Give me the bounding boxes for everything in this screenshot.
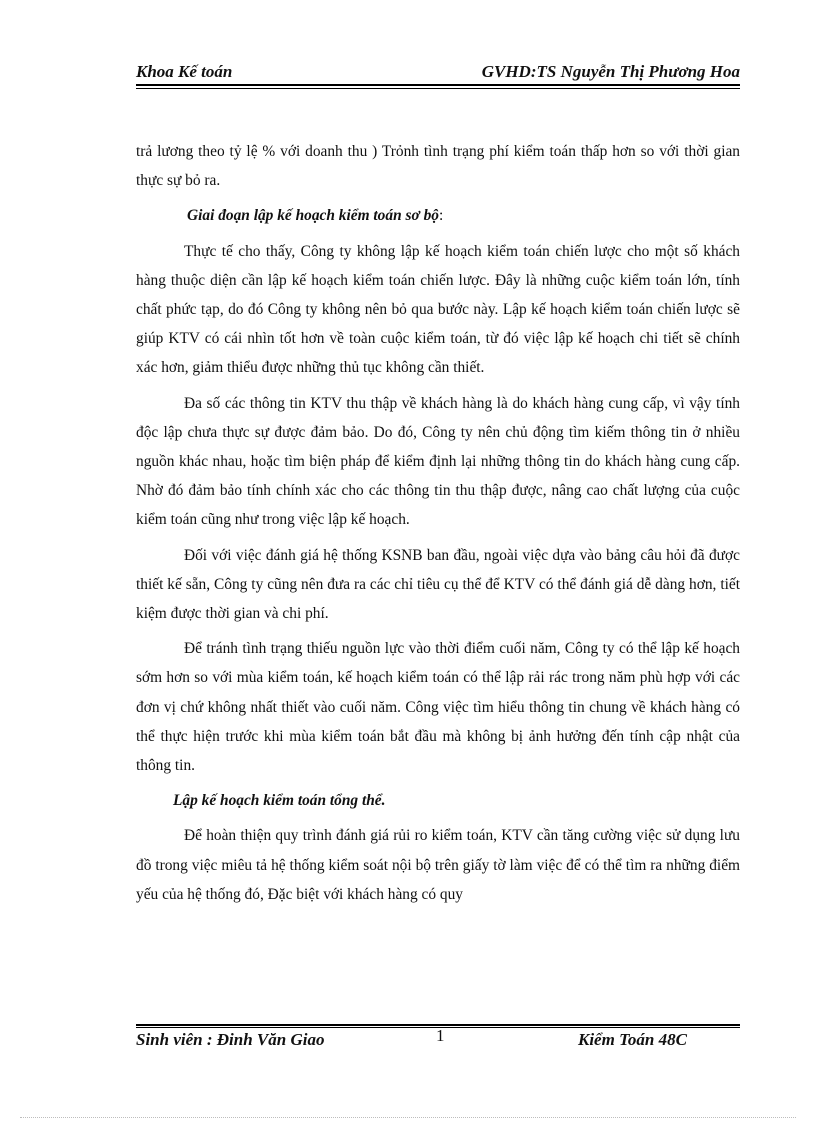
paragraph: Đa số các thông tin KTV thu thập về khách hàng là do khách hàng cung cấp, vì vậy tính độc lập chưa thực sự được đảm bảo. Do đó, Công ty nên chủ động tìm kiếm thông tin ở nhiều nguồn khác nhau, hoặc tìm biện pháp để kiểm định lại những thông tin do khách hàng cung cấp. Nhờ đó đảm bảo tính chính xác cho các thông tin thu thập được, nâng cao chất lượng của cuộc kiểm toán cũng như trong việc lập kế hoạch. (136, 394, 740, 529)
header-supervisor: GVHD:TS Nguyễn Thị Phương Hoa (481, 62, 740, 81)
page-header (136, 58, 740, 82)
paragraph: Thực tế cho thấy, Công ty không lập kế hoạch kiểm toán chiến lược cho một số khách hàng thuộc diện cần lập kế hoạch kiểm toán chiến lược. Đây là những cuộc kiểm toán lớn, tính chất phức tạp, do đó Công ty không nên bỏ qua bước này. Lập kế hoạch kiểm toán chiến lược sẽ giúp KTV có cái nhìn tốt hơn về toàn cuộc kiểm toán, từ đó việc lập kế hoạch chi tiết sẽ chính xác hơn, giảm thiểu được những thủ tục không cần thiết. (136, 242, 740, 377)
header-rule-thin (136, 88, 740, 89)
heading-colon: : (438, 207, 444, 225)
heading-text: Giai đoạn lập kế hoạch kiểm toán sơ bộ (187, 207, 439, 225)
page-number: 1 (436, 1026, 445, 1045)
footer-student: Sinh viên : Đinh Văn Giao (136, 1030, 325, 1049)
paragraph: Đối với việc đánh giá hệ thống KSNB ban đầu, ngoài việc dựa vào bảng câu hỏi đã được thiết kế sẵn, Công ty cũng nên đưa ra các chỉ tiêu cụ thể để KTV có thể đánh giá dễ dàng hơn, tiết kiệm được thời gian và chi phí. (136, 546, 740, 623)
section-heading-overall-planning: Lập kế hoạch kiểm toán tổng thể. (173, 792, 386, 810)
paragraph: Để tránh tình trạng thiếu nguồn lực vào thời điểm cuối năm, Công ty có thể lập kế hoạch sớm hơn so với mùa kiểm toán, kế hoạch kiểm toán có thể lập rải rác trong năm phù hợp với các đơn vị chứ không nhất thiết vào cuối năm. Công việc tìm hiểu thông tin chung về khách hàng có thể thực hiện trước khi mùa kiểm toán bắt đầu mà không bị ảnh hưởng đến tính cập nhật của thông tin. (136, 640, 740, 775)
header-rule (136, 84, 740, 86)
page-bottom-border (20, 1117, 796, 1118)
document-body (136, 137, 740, 915)
paragraph: Để hoàn thiện quy trình đánh giá rủi ro kiểm toán, KTV cần tăng cường việc sử dụng lưu đồ trong việc miêu tả hệ thống kiểm soát nội bộ trên giấy tờ làm việc để có thể tìm ra những điểm yếu của hệ thống đó, Đặc biệt với khách hàng có quy (136, 827, 740, 903)
header-faculty: Khoa Kế toán (136, 62, 233, 81)
section-heading-preliminary-planning (136, 201, 740, 230)
footer-class: Kiểm Toán 48C (578, 1030, 687, 1049)
paragraph-continued: trả lương theo tỷ lệ % với doanh thu ) Trỏnh tình trạng phí kiểm toán thấp hơn so với thời gian thực sự bỏ ra. (136, 143, 740, 190)
